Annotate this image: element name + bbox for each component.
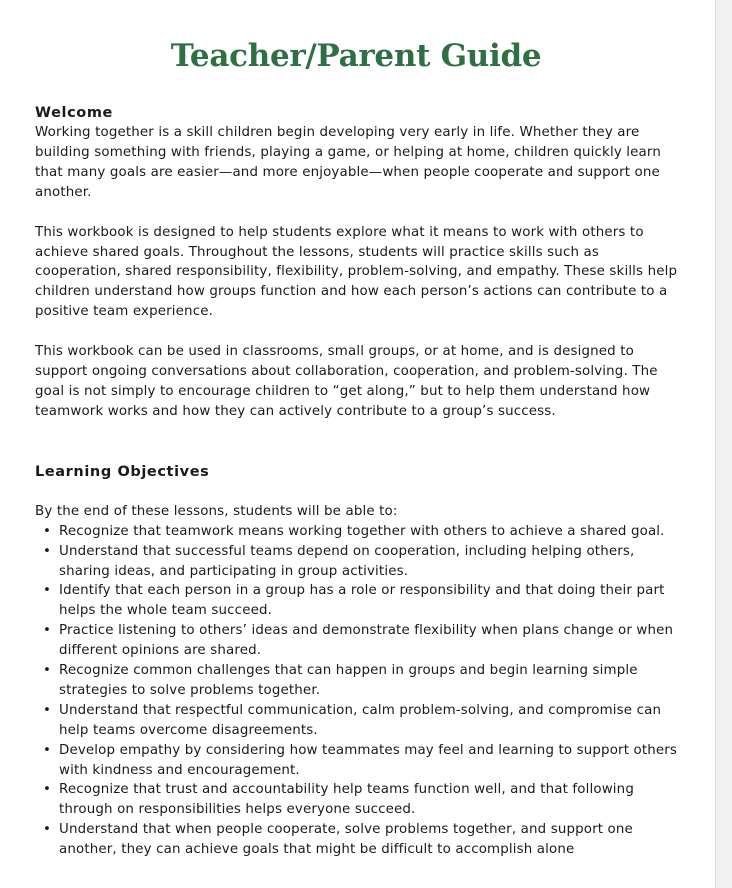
welcome-section <box>35 103 685 422</box>
welcome-heading: Welcome <box>35 105 113 121</box>
objective-item: • Identify that each person in a group has a role or responsibility and that doing their part helps the whole team succeed. <box>59 581 685 621</box>
window-scrollbar[interactable] <box>715 0 732 888</box>
objective-item: • Recognize common challenges that can happen in groups and begin learning simple strategies to solve problems together. <box>59 661 685 701</box>
objective-item: • Recognize that trust and accountability help teams function well, and that following through on responsibilities helps everyone succeed. <box>59 780 685 820</box>
welcome-paragraph-3: This workbook can be used in classrooms, small groups, or at home, and is designed to support ongoing conversations about collaboration, cooperation, and problem-solving. The goal is not simply to encourage children to “get along,” but to help them understand how teamwork works and how they can actively contribute to a group’s success. <box>35 344 658 419</box>
objectives-list <box>35 522 685 860</box>
objective-item: • Practice listening to others’ ideas and demonstrate flexibility when plans change or when different opinions are shared. <box>59 621 685 661</box>
objective-item: • Understand that respectful communication, calm problem-solving, and compromise can help teams overcome disagreements. <box>59 701 685 741</box>
objectives-intro: By the end of these lessons, students will be able to: <box>35 503 398 519</box>
objectives-heading: Learning Objectives <box>35 463 210 480</box>
welcome-paragraph-2: This workbook is designed to help students explore what it means to work with others to achieve shared goals. Throughout the lessons, students will practice skills such as cooperation, shared responsibility, flexibility, problem-solving, and empathy. These skills help children understand how groups function and how each person’s actions can contribute to a positive team experience. <box>35 224 678 320</box>
document-body <box>35 103 685 860</box>
objectives-section <box>35 462 685 860</box>
objective-item: • Develop empathy by considering how teammates may feel and learning to support others with kindness and encouragement. <box>59 741 685 781</box>
objective-item: • Recognize that teamwork means working together with others to achieve a shared goal. <box>59 522 685 542</box>
welcome-paragraph-1: Working together is a skill children begin developing very early in life. Whether they are building something with friends, playing a game, or helping at home, children quickly learn that many goals are easier—and more enjoyable—when people cooperate and support one another. <box>35 125 661 200</box>
objective-item: • Understand that successful teams depend on cooperation, including helping others, sharing ideas, and participating in group activities. <box>59 542 685 582</box>
document-title: Teacher/Parent Guide <box>170 38 542 74</box>
objective-item: • Understand that when people cooperate, solve problems together, and support one another, they can achieve goals that might be difficult to accomplish alone <box>59 820 685 860</box>
